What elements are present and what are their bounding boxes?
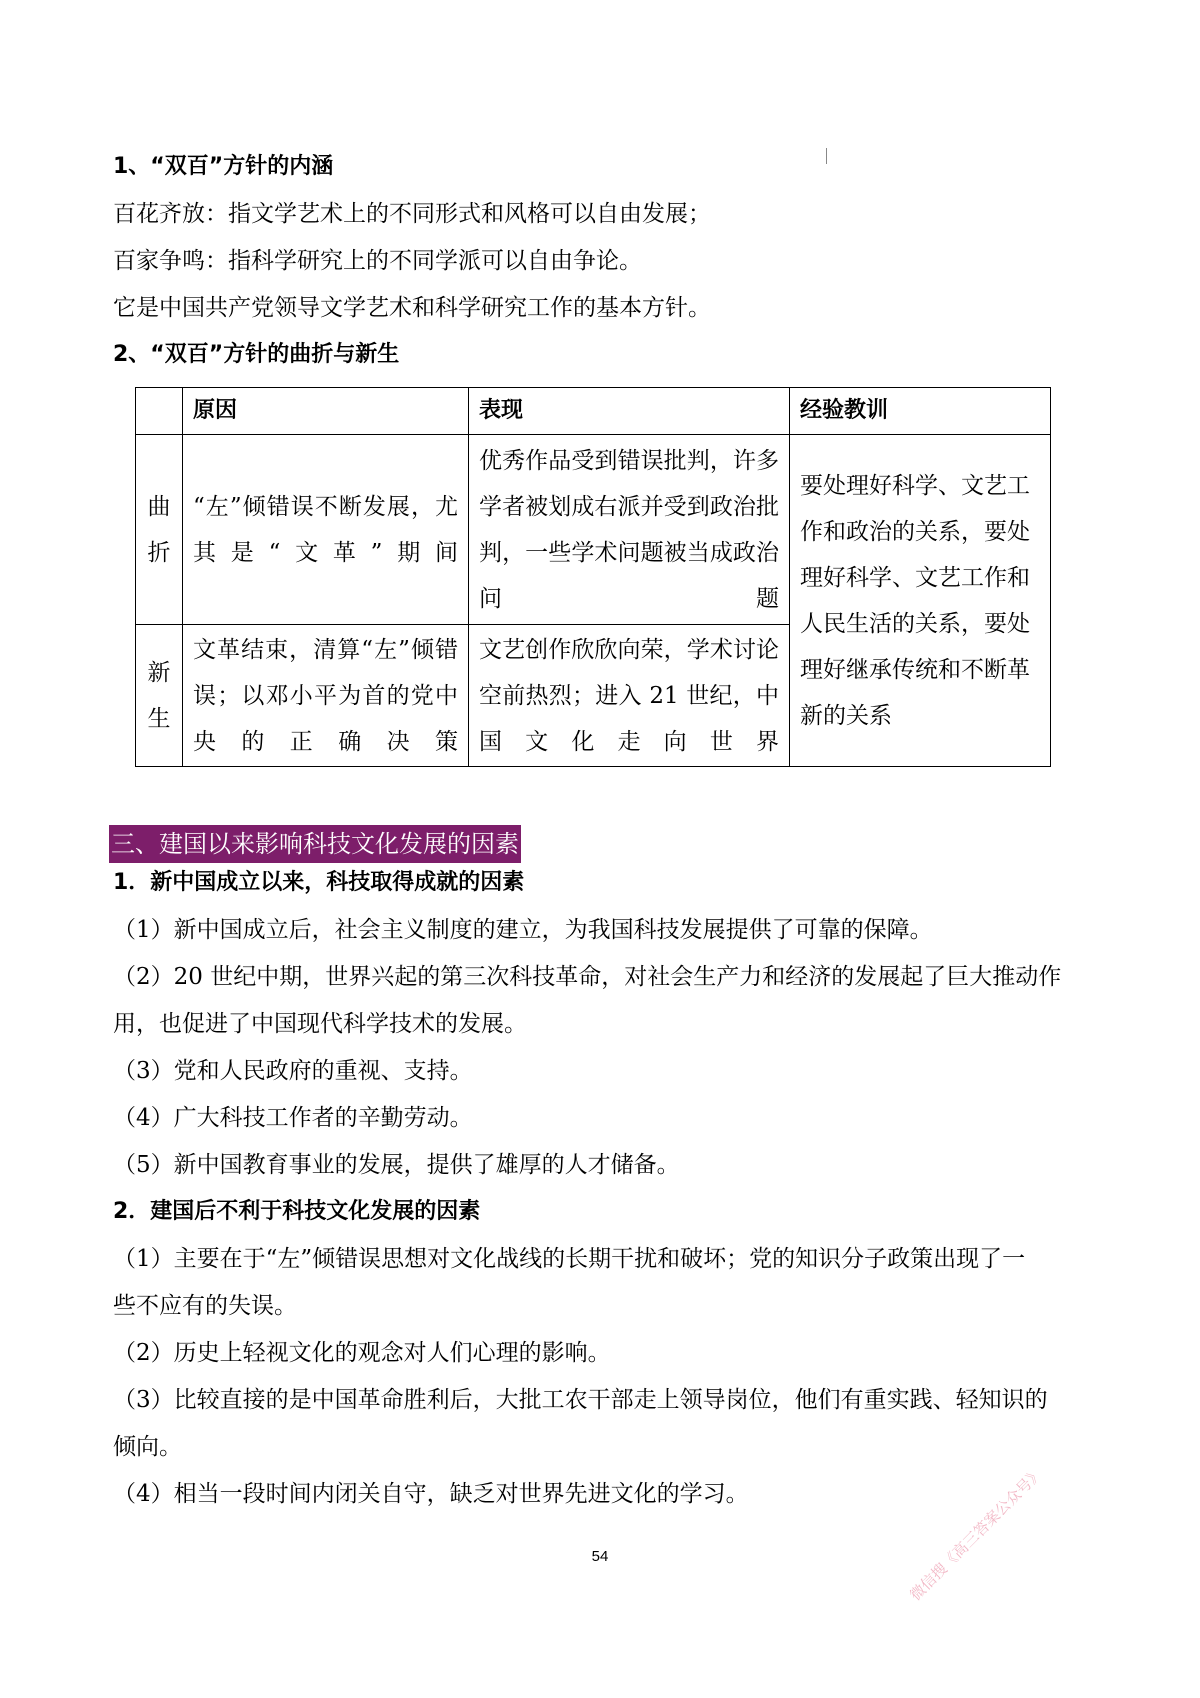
body-line: （2）历史上轻视文化的观念对人们心理的影响。 [113, 1340, 611, 1366]
heading-2: 2、“双百”方针的曲折与新生 [113, 342, 400, 367]
table-header-empty [136, 388, 183, 435]
subheading-3-2: 2．建国后不利于科技文化发展的因素 [113, 1199, 481, 1224]
subheading-3-1: 1．新中国成立以来，科技取得成就的因素 [113, 870, 525, 895]
lesson-cell: 要处理好科学、文艺工作和政治的关系，要处理好科学、文艺工作和人民生活的关系，要处理好继承传统和不断革新的关系 [790, 435, 1051, 767]
text-cursor [826, 148, 827, 164]
body-line: （5）新中国教育事业的发展，提供了雄厚的人才储备。 [113, 1152, 680, 1178]
body-line: 百家争鸣：指科学研究上的不同学派可以自由争论。 [113, 248, 642, 274]
heading-1: 1、“双百”方针的内涵 [113, 154, 334, 179]
body-line: （1）主要在于“左”倾错误思想对文化战线的长期干扰和破坏；党的知识分子政策出现了一 [113, 1246, 1026, 1272]
table-header-row [136, 388, 1051, 435]
body-line: 用，也促进了中国现代科学技术的发展。 [113, 1011, 527, 1037]
table-row [136, 435, 1051, 625]
row-reason: “左”倾错误不断发展，尤其是“文革”期间 [183, 435, 469, 625]
body-line: （4）广大科技工作者的辛勤劳动。 [113, 1105, 473, 1131]
watermark: 微信搜《高三答案公众号》 [906, 1464, 1047, 1605]
row-performance: 优秀作品受到错误批判，许多学者被划成右派并受到政治批判，一些学术问题被当成政治问题 [469, 435, 790, 625]
body-line: 倾向。 [113, 1434, 182, 1460]
table-header-lesson: 经验教训 [790, 388, 1051, 435]
body-line: （1）新中国成立后，社会主义制度的建立，为我国科技发展提供了可靠的保障。 [113, 917, 933, 943]
row-label-quzhe: 曲折 [147, 493, 171, 566]
section-3-title: 三、建国以来影响科技文化发展的因素 [109, 825, 521, 863]
row-performance: 文艺创作欣欣向荣，学术讨论空前热烈；进入 21 世纪，中国文化走向世界 [469, 625, 790, 767]
body-line: （2）20 世纪中期，世界兴起的第三次科技革命，对社会生产力和经济的发展起了巨大推动作 [113, 964, 1062, 990]
body-line: 百花齐放：指文学艺术上的不同形式和风格可以自由发展； [113, 201, 711, 227]
body-line: （4）相当一段时间内闭关自守，缺乏对世界先进文化的学习。 [113, 1481, 749, 1507]
body-line: （3）比较直接的是中国革命胜利后，大批工农干部走上领导岗位，他们有重实践、轻知识的 [113, 1387, 1048, 1413]
body-line: （3）党和人民政府的重视、支持。 [113, 1058, 473, 1084]
row-label-xinsheng: 新生 [147, 659, 171, 732]
table-header-reason: 原因 [183, 388, 469, 435]
row-reason: 文革结束，清算“左”倾错误；以邓小平为首的党中央的正确决策 [183, 625, 469, 767]
page-number: 54 [591, 1548, 609, 1565]
body-line: 些不应有的失误。 [113, 1293, 297, 1319]
body-line: 它是中国共产党领导文学艺术和科学研究工作的基本方针。 [113, 295, 711, 321]
table-header-performance: 表现 [469, 388, 790, 435]
shuangbai-table [135, 387, 1051, 767]
